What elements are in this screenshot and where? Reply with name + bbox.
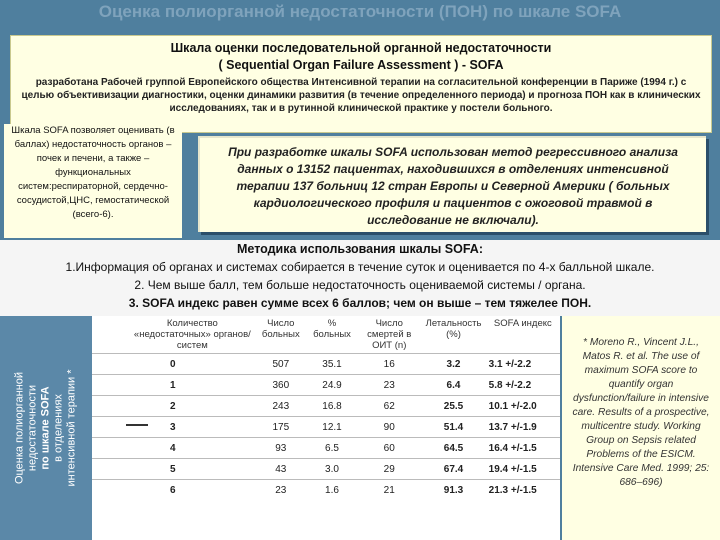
table-cell: 16 [357, 354, 421, 375]
table-cell: 175 [255, 417, 307, 438]
table-header: Летальность (%) [425, 318, 482, 340]
side-label-line3: по шкале SOFA [39, 386, 52, 470]
table-cell: 62 [357, 396, 421, 417]
table-cell: 360 [255, 375, 307, 396]
table-cell: 5 [92, 459, 255, 480]
method-box [0, 240, 720, 316]
intro-heading-line1: Шкала оценки последовательной органной недостаточности [170, 41, 552, 55]
method-line-3: 3. SOFA индекс равен сумме всех 6 баллов; чем он выше – тем тяжелее ПОН. [128, 296, 592, 310]
side-label-box [0, 316, 92, 540]
table-cell: 1 [92, 375, 255, 396]
table-header: Число смертей в ОИТ (n) [367, 318, 412, 351]
sofa-table-area [92, 316, 560, 540]
method-line-1: 1.Информация об органах и системах собирается в течение суток и оценивается по 4-х балльной шкале. [65, 260, 655, 274]
table-cell: 243 [255, 396, 307, 417]
table-cell: 67.4 [421, 459, 485, 480]
reference-box [562, 316, 720, 540]
table-row [92, 354, 560, 375]
table-row [92, 396, 560, 417]
table-cell: 64.5 [421, 438, 485, 459]
table-cell: 51.4 [421, 417, 485, 438]
sofa-table [92, 316, 560, 500]
method-heading: Методика использования шкалы SOFA: [237, 242, 483, 256]
table-cell: 12.1 [307, 417, 357, 438]
table-cell: 29 [357, 459, 421, 480]
table-cell: 21 [357, 480, 421, 501]
side-label-line4: в отделениях [52, 394, 65, 462]
table-cell: 1.6 [307, 480, 357, 501]
table-cell: 91.3 [421, 480, 485, 501]
table-cell: 6 [92, 480, 255, 501]
table-row [92, 438, 560, 459]
table-cell: 3 [92, 417, 255, 438]
side-label-line5: интенсивной терапии * [65, 369, 78, 487]
table-cell: 23 [255, 480, 307, 501]
reference-text: * Moreno R., Vincent J.L., Matos R. et al. The use of maximum SOFA score to quantify organ dysfunction/failure in intensive care. Results of a prospective, multicentre study. Working Group on Sepsis related Problems of the ESICM. Intensive Care Med. 1999; 25: 686–696) [572, 337, 710, 488]
table-cell: 5.8 +/-2.2 [486, 375, 560, 396]
intro-heading [11, 40, 711, 74]
table-cell: 2 [92, 396, 255, 417]
table-cell: 23 [357, 375, 421, 396]
table-row [92, 480, 560, 501]
table-cell: 0 [92, 354, 255, 375]
table-cell: 6.4 [421, 375, 485, 396]
table-cell: 4 [92, 438, 255, 459]
development-box [198, 136, 706, 232]
table-header: Количество «недостаточных» органов/систем [133, 318, 251, 351]
intro-heading-line2: ( Sequential Organ Failure Assessment ) - SOFA [218, 58, 504, 72]
side-label-text [14, 318, 79, 538]
table-cell: 21.3 +/-1.5 [486, 480, 560, 501]
table-cell: 3.0 [307, 459, 357, 480]
table-cell: 3.1 +/-2.2 [486, 354, 560, 375]
development-text: При разработке шкалы SOFA использован метод регрессивного анализа данных о 13152 пациентах, находившихся в отделениях интенсивной терапии 137 больниц 12 стран Европы и Северной Америки ( больных кардиологического профиля и пациентов с ожоговой травмой в исследование не включали). [228, 145, 678, 227]
table-header: % больных [313, 318, 351, 340]
intro-text: разработана Рабочей группой Европейского общества Интенсивной терапии на согласительной конференции в Париже (1994 г.) с целью объективизации диагностики, оценки динамики развития (в течение определенного периода) и прогноза ПОН как в клинических исследованиях, так и в рутинной клинической практике у постели больного. [21, 77, 701, 114]
table-cell: 43 [255, 459, 307, 480]
table-cell: 25.5 [421, 396, 485, 417]
table-cell: 6.5 [307, 438, 357, 459]
table-row [92, 375, 560, 396]
table-cell: 16.4 +/-1.5 [486, 438, 560, 459]
table-cell: 3.2 [421, 354, 485, 375]
table-cell: 13.7 +/-1.9 [486, 417, 560, 438]
table-cell: 35.1 [307, 354, 357, 375]
table-cell: 16.8 [307, 396, 357, 417]
sofa-side-note: Шкала SOFA позволяет оценивать (в баллах) недостаточность органов – почек и печени, а также – функциональных систем:респираторной, сердечно-сосудистой,ЦНС, гемостатической (всего-6). [4, 124, 182, 238]
table-header: SOFA индекс [493, 318, 552, 329]
table-cell: 10.1 +/-2.0 [486, 396, 560, 417]
table-cell: 93 [255, 438, 307, 459]
intro-box [10, 35, 712, 133]
table-cell: 24.9 [307, 375, 357, 396]
table-cell: 90 [357, 417, 421, 438]
table-cell: 19.4 +/-1.5 [486, 459, 560, 480]
table-row [92, 417, 560, 438]
table-cell: 507 [255, 354, 307, 375]
side-label-line1: Оценка полиорганной [13, 371, 26, 485]
table-header: Число больных [261, 318, 300, 340]
table-row [92, 459, 560, 480]
table-cell: 60 [357, 438, 421, 459]
method-line-2: 2. Чем выше балл, тем больше недостаточность оцениваемой системы / органа. [134, 278, 586, 292]
table-header-row [92, 316, 560, 354]
side-label-line2: недостаточности [26, 384, 39, 472]
slide-title: Оценка полиорганной недостаточности (ПОН) по шкале SOFA [98, 2, 622, 21]
